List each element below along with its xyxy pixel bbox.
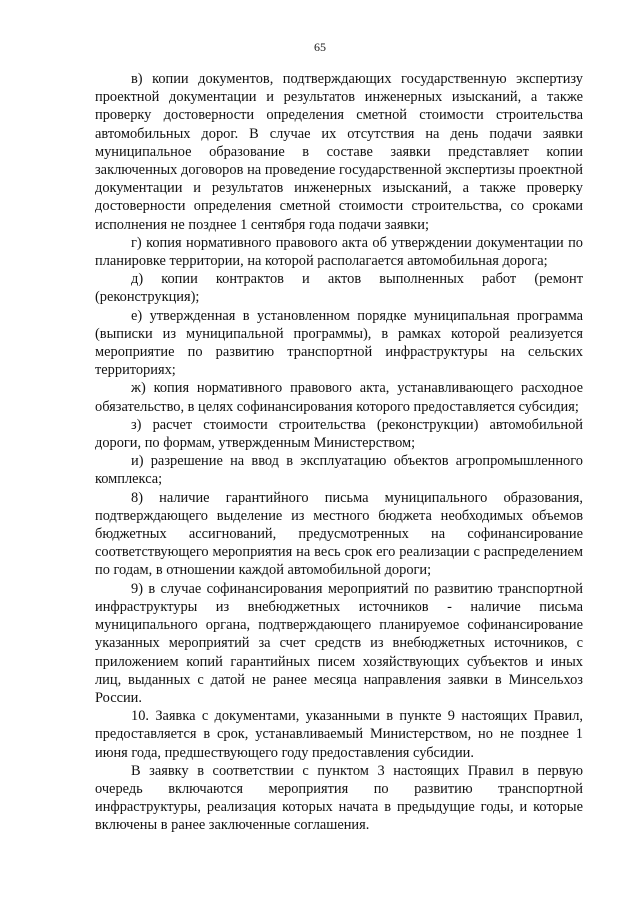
paragraph-v-expertise-documents: в) копии документов, подтверждающих государственную экспертизу проектной документации и результатов инженерных изысканий, а также проверку достоверности определения сметной стоимости строительства автомобильных дорог. В случае их отсутствия на день подачи заявки муниципальное образование в составе заявки представляет копии заключенных договоров на проведение государственной экспертизы проектной документации и результатов инженерных изысканий, а также проверку достоверности определения сметной стоимости строительства, со сроками исполнения не позднее 1 сентября года подачи заявки; <box>95 71 583 233</box>
paragraph-zh-legal-act: ж) копия нормативного правового акта, устанавливающего расходное обязательство, в целях софинансирования которого предоставляется субсидия; <box>95 380 583 415</box>
document-body <box>95 70 583 835</box>
paragraph-9-extrabudgetary: 9) в случае софинансирования мероприятий по развитию транспортной инфраструктуры из внебюджетных источников - наличие письма муниципального органа, подтверждающего планируемое софинансирование указанных мероприятий за счет средств из внебюджетных источников, с приложением копий гарантийных писем хозяйствующих субъектов и иных лиц, выданных с датой не ранее месяца направления заявки в Минсельхоз России. <box>95 580 583 706</box>
paragraph-d-contracts: д) копии контрактов и актов выполненных работ (ремонт (реконструкция); <box>95 271 583 306</box>
paragraph-8-guarantee-letter: 8) наличие гарантийного письма муниципального образования, подтверждающего выделение из местного бюджета необходимых объемов бюджетных ассигнований, предусмотренных на софинансирование соответствующего мероприятия на весь срок его реализации с распределением по годам, в отношении каждой автомобильной дороги; <box>95 489 583 579</box>
paragraph-10-application-deadline: 10. Заявка с документами, указанными в пункте 9 настоящих Правил, предоставляется в срок, устанавливаемый Министерством, но не позднее 1 июня года, предшествующего году предоставления субсидии. <box>95 708 583 761</box>
paragraph-priority-inclusion: В заявку в соответствии с пунктом 3 настоящих Правил в первую очередь включаются мероприятия по развитию транспортной инфраструктуры, реализация которых начата в предыдущие годы, и которые включены в ранее заключенные соглашения. <box>95 762 583 834</box>
paragraph-i-commissioning-permit: и) разрешение на ввод в эксплуатацию объектов агропромышленного комплекса; <box>95 453 583 488</box>
paragraph-z-cost-calculation: з) расчет стоимости строительства (реконструкции) автомобильной дороги, по формам, утвержденным Министерством; <box>95 416 583 452</box>
page-number: 65 <box>314 40 326 54</box>
paragraph-g-planning-act: г) копия нормативного правового акта об утверждении документации по планировке территории, на которой располагается автомобильная дорога; <box>95 234 583 270</box>
paragraph-e-municipal-program: е) утвержденная в установленном порядке муниципальная программа (выписки из муниципальной программы), в рамках которой реализуется мероприятие по развитию транспортной инфраструктуры на сельских территориях; <box>95 307 583 379</box>
